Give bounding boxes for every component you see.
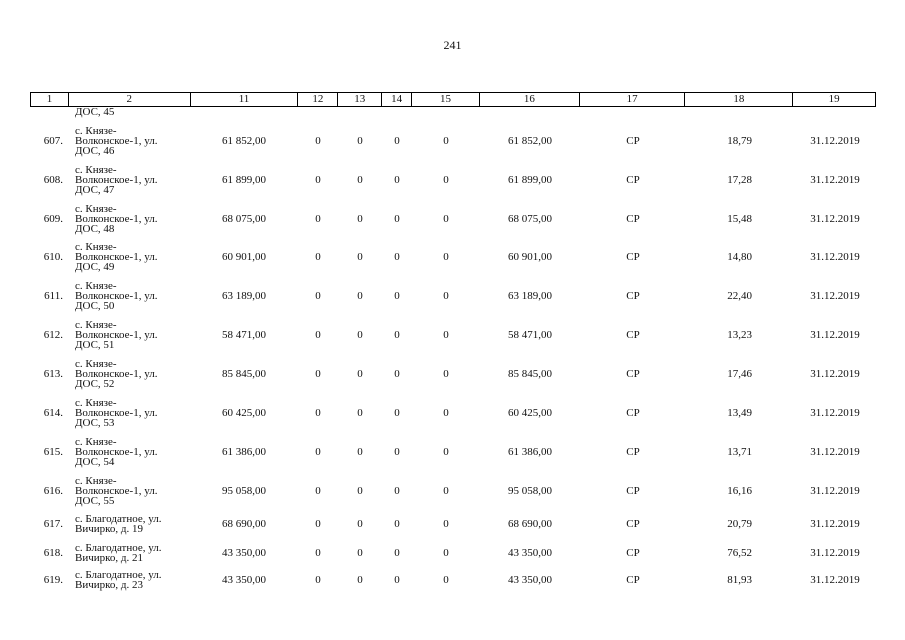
cell-col-18: 17,46 <box>727 367 752 380</box>
cell-col-19: 31.12.2019 <box>810 406 860 419</box>
cell-col-17: СР <box>626 289 640 302</box>
cell-col-18: 15,48 <box>727 212 752 225</box>
cell-col-11: 95 058,00 <box>222 484 266 497</box>
cell-col-19: 31.12.2019 <box>810 212 860 225</box>
cell-col-19: 31.12.2019 <box>810 574 860 586</box>
address-line: ДОС, 54 <box>75 455 115 468</box>
cell-col-11: 61 386,00 <box>222 445 266 458</box>
cell-col-18: 20,79 <box>727 518 752 530</box>
cell-col-13: 0 <box>357 547 363 559</box>
cell-col-17: СР <box>626 250 640 263</box>
cell-col-15: 0 <box>443 518 449 530</box>
header-col-17: 17 <box>580 93 686 106</box>
address-line: с. Князе- <box>75 396 117 409</box>
cell-col-16: 63 189,00 <box>508 289 552 302</box>
cell-col-14: 0 <box>394 250 400 263</box>
header-col-12: 12 <box>298 93 338 106</box>
address-line: ДОС, 46 <box>75 144 115 157</box>
address-line: с. Князе- <box>75 279 117 292</box>
table-row <box>30 163 876 196</box>
cell-col-12: 0 <box>315 445 321 458</box>
cell-col-11: 63 189,00 <box>222 289 266 302</box>
row-address <box>68 543 190 563</box>
cell-col-11: 58 471,00 <box>222 328 266 341</box>
address-line: ДОС, 55 <box>75 494 115 507</box>
table-row <box>30 202 876 235</box>
cell-col-17: СР <box>626 445 640 458</box>
row-address <box>68 281 190 311</box>
row-address <box>68 320 190 350</box>
address-line: Волконское-1, ул. <box>75 406 158 419</box>
cell-col-17: СР <box>626 484 640 497</box>
address-line: Вичирко, д. 21 <box>75 552 144 564</box>
cell-col-19: 31.12.2019 <box>810 547 860 559</box>
cell-col-16: 60 425,00 <box>508 406 552 419</box>
cell-col-19: 31.12.2019 <box>810 445 860 458</box>
address-line: с. Князе- <box>75 202 117 215</box>
table-row <box>30 542 876 564</box>
address-line: с. Благодатное, ул. <box>75 542 162 554</box>
cell-col-13: 0 <box>357 406 363 419</box>
cell-col-18: 13,49 <box>727 406 752 419</box>
cell-col-14: 0 <box>394 574 400 586</box>
header-col-1: 1 <box>31 93 69 106</box>
row-number: 614. <box>43 406 63 419</box>
cell-col-19: 31.12.2019 <box>810 367 860 380</box>
cell-col-15: 0 <box>443 250 449 263</box>
header-col-11: 11 <box>191 93 299 106</box>
cell-col-18: 13,23 <box>727 328 752 341</box>
cell-col-12: 0 <box>315 547 321 559</box>
cell-col-14: 0 <box>394 484 400 497</box>
row-number: 615. <box>43 445 63 458</box>
header-col-15: 15 <box>412 93 480 106</box>
cell-col-13: 0 <box>357 445 363 458</box>
cell-col-12: 0 <box>315 367 321 380</box>
cell-col-13: 0 <box>357 212 363 225</box>
table-header <box>30 92 876 107</box>
address-line: Волконское-1, ул. <box>75 367 158 380</box>
cell-col-19: 31.12.2019 <box>810 484 860 497</box>
row-number: 617. <box>43 518 63 530</box>
cell-col-19: 31.12.2019 <box>810 250 860 263</box>
row-number: 607. <box>43 134 63 147</box>
cell-col-12: 0 <box>315 518 321 530</box>
address-line: Волконское-1, ул. <box>75 250 158 263</box>
table-row <box>30 279 876 312</box>
cell-col-18: 81,93 <box>727 574 752 586</box>
address-line: ДОС, 48 <box>75 222 115 235</box>
cell-col-11: 43 350,00 <box>222 574 266 586</box>
row-number: 609. <box>43 212 63 225</box>
address-line: Вичирко, д. 23 <box>75 579 144 591</box>
row-address <box>68 570 190 590</box>
cell-col-18: 16,16 <box>727 484 752 497</box>
cell-col-15: 0 <box>443 445 449 458</box>
address-line: Волконское-1, ул. <box>75 212 158 225</box>
cell-col-12: 0 <box>315 173 321 186</box>
address-line: Волконское-1, ул. <box>75 289 158 302</box>
cell-col-15: 0 <box>443 212 449 225</box>
address-line: Волконское-1, ул. <box>75 484 158 497</box>
row-address <box>68 165 190 195</box>
row-number: 611. <box>44 289 63 302</box>
cell-col-18: 22,40 <box>727 289 752 302</box>
address-line: с. Князе- <box>75 124 117 137</box>
cell-col-18: 17,28 <box>727 173 752 186</box>
header-col-2: 2 <box>69 93 191 106</box>
cell-col-17: СР <box>626 328 640 341</box>
cell-col-14: 0 <box>394 328 400 341</box>
cell-col-17: СР <box>626 406 640 419</box>
row-number: 619. <box>43 574 63 586</box>
header-col-16: 16 <box>480 93 580 106</box>
cell-col-19: 31.12.2019 <box>810 518 860 530</box>
cell-col-18: 76,52 <box>727 547 752 559</box>
address-line: Волконское-1, ул. <box>75 328 158 341</box>
cell-col-13: 0 <box>357 367 363 380</box>
cell-col-14: 0 <box>394 547 400 559</box>
cell-col-16: 85 845,00 <box>508 367 552 380</box>
cell-col-11: 85 845,00 <box>222 367 266 380</box>
table-row <box>30 474 876 507</box>
cell-col-14: 0 <box>394 289 400 302</box>
cell-col-16: 95 058,00 <box>508 484 552 497</box>
row-number: 610. <box>43 250 63 263</box>
cell-col-11: 60 901,00 <box>222 250 266 263</box>
row-number: 613. <box>43 367 63 380</box>
cell-col-12: 0 <box>315 574 321 586</box>
row-number: 608. <box>43 173 63 186</box>
table-row <box>30 513 876 535</box>
cell-col-15: 0 <box>443 367 449 380</box>
row-address <box>68 514 190 534</box>
row-number: 616. <box>43 484 63 497</box>
cell-col-18: 18,79 <box>727 134 752 147</box>
table-row <box>30 240 876 273</box>
cell-col-13: 0 <box>357 173 363 186</box>
table-row <box>30 396 876 429</box>
cell-col-14: 0 <box>394 406 400 419</box>
header-col-19: 19 <box>828 93 840 105</box>
cell-col-12: 0 <box>315 212 321 225</box>
cell-col-14: 0 <box>394 445 400 458</box>
cell-col-15: 0 <box>443 289 449 302</box>
address-line: с. Князе- <box>75 357 117 370</box>
cell-col-16: 68 690,00 <box>508 518 552 530</box>
cell-col-16: 43 350,00 <box>508 574 552 586</box>
cell-col-15: 0 <box>443 173 449 186</box>
row-address <box>68 126 190 156</box>
cell-col-13: 0 <box>357 328 363 341</box>
address-line: ДОС, 53 <box>75 416 115 429</box>
cell-col-14: 0 <box>394 134 400 147</box>
cell-col-12: 0 <box>315 406 321 419</box>
row-address <box>68 359 190 389</box>
cell-col-11: 61 899,00 <box>222 173 266 186</box>
address-line: Волконское-1, ул. <box>75 134 158 147</box>
address-line: с. Князе- <box>75 435 117 448</box>
cell-col-13: 0 <box>357 484 363 497</box>
row-address <box>68 242 190 272</box>
cell-col-15: 0 <box>443 574 449 586</box>
cell-col-11: 61 852,00 <box>222 134 266 147</box>
address-line: Волконское-1, ул. <box>75 445 158 458</box>
cell-col-19: 31.12.2019 <box>810 173 860 186</box>
address-line: ДОС, 47 <box>75 183 115 196</box>
cell-col-14: 0 <box>394 212 400 225</box>
cell-col-16: 58 471,00 <box>508 328 552 341</box>
cell-col-17: СР <box>626 574 640 586</box>
table-row <box>30 124 876 157</box>
cell-col-11: 60 425,00 <box>222 406 266 419</box>
cell-col-12: 0 <box>315 289 321 302</box>
cell-col-17: СР <box>626 367 640 380</box>
cell-col-11: 68 690,00 <box>222 518 266 530</box>
cell-col-17: СР <box>626 547 640 559</box>
table-row <box>30 569 876 591</box>
address-line: с. Князе- <box>75 163 117 176</box>
address-line: ДОС, 49 <box>75 260 115 273</box>
cell-col-19: 31.12.2019 <box>810 289 860 302</box>
cell-col-17: СР <box>626 173 640 186</box>
address-line: с. Князе- <box>75 318 117 331</box>
cell-col-17: СР <box>626 518 640 530</box>
cell-col-13: 0 <box>357 250 363 263</box>
cell-col-16: 60 901,00 <box>508 250 552 263</box>
header-col-14: 14 <box>382 93 412 106</box>
table-row <box>30 435 876 468</box>
cell-col-14: 0 <box>394 518 400 530</box>
row-address <box>68 398 190 428</box>
row-address <box>68 437 190 467</box>
cell-col-16: 61 386,00 <box>508 445 552 458</box>
cell-col-15: 0 <box>443 406 449 419</box>
row-address <box>68 476 190 506</box>
cell-col-13: 0 <box>357 518 363 530</box>
cell-col-12: 0 <box>315 484 321 497</box>
table-row <box>30 318 876 351</box>
cell-col-18: 13,71 <box>727 445 752 458</box>
cell-col-17: СР <box>626 212 640 225</box>
cell-col-19: 31.12.2019 <box>810 328 860 341</box>
header-col-13: 13 <box>338 93 382 106</box>
table-row <box>30 357 876 390</box>
address-line: с. Князе- <box>75 474 117 487</box>
page-number: 241 <box>443 38 462 52</box>
header-col-18: 18 <box>685 93 793 106</box>
address-line: с. Благодатное, ул. <box>75 513 162 525</box>
cell-col-15: 0 <box>443 328 449 341</box>
row-number: 618. <box>43 547 63 559</box>
cell-col-12: 0 <box>315 134 321 147</box>
cell-col-12: 0 <box>315 328 321 341</box>
cell-col-16: 61 899,00 <box>508 173 552 186</box>
cell-col-15: 0 <box>443 484 449 497</box>
row-number: 612. <box>43 328 63 341</box>
cell-col-15: 0 <box>443 547 449 559</box>
cell-col-17: СР <box>626 134 640 147</box>
cell-col-14: 0 <box>394 173 400 186</box>
address-line: Вичирко, д. 19 <box>75 523 144 535</box>
address-line: ДОС, 51 <box>75 338 115 351</box>
cell-col-13: 0 <box>357 574 363 586</box>
cell-col-16: 43 350,00 <box>508 547 552 559</box>
cell-col-16: 61 852,00 <box>508 134 552 147</box>
address-line: с. Князе- <box>75 240 117 253</box>
cell-col-13: 0 <box>357 134 363 147</box>
cell-col-12: 0 <box>315 250 321 263</box>
address-line: Волконское-1, ул. <box>75 173 158 186</box>
cell-col-14: 0 <box>394 367 400 380</box>
cell-col-11: 68 075,00 <box>222 212 266 225</box>
cell-col-13: 0 <box>357 289 363 302</box>
address-line: с. Благодатное, ул. <box>75 569 162 581</box>
cell-col-18: 14,80 <box>727 250 752 263</box>
carry-over-text: ДОС, 45 <box>75 106 115 118</box>
cell-col-15: 0 <box>443 134 449 147</box>
cell-col-11: 43 350,00 <box>222 547 266 559</box>
row-address <box>68 204 190 234</box>
address-line: ДОС, 52 <box>75 377 115 390</box>
cell-col-16: 68 075,00 <box>508 212 552 225</box>
address-line: ДОС, 50 <box>75 299 115 312</box>
cell-col-19: 31.12.2019 <box>810 134 860 147</box>
